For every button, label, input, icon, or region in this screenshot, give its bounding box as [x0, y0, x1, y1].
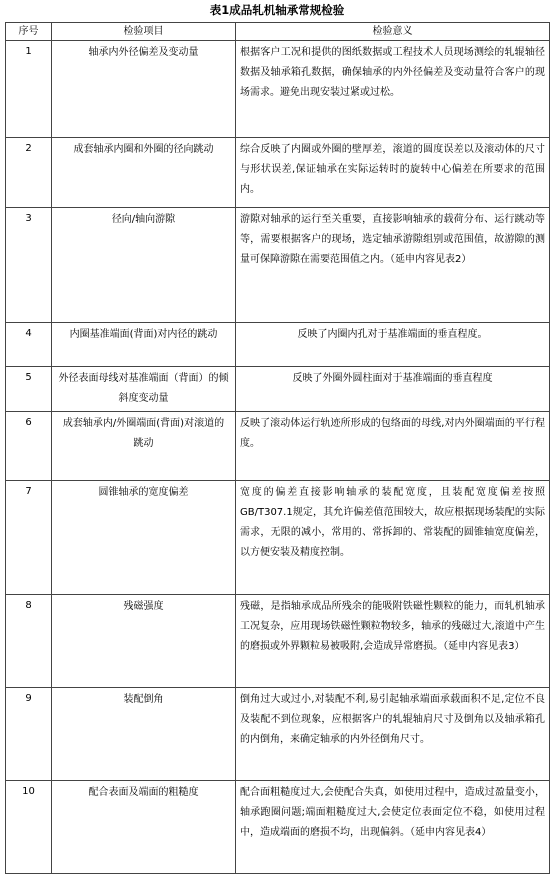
table-row [6, 41, 550, 138]
row-item: 配合表面及端面的粗糙度 [52, 781, 236, 874]
row-meaning: 游隙对轴承的运行至关重要，直接影响轴承的载荷分布、运行跳动等等，需要根据客户的现场，选定轴承游隙组别或范围值，故游隙的测量可保障游隙在需要范围值之内。（延申内容见表2） [236, 208, 550, 323]
row-meaning: 反映了内圈内孔对于基准端面的垂直程度。 [236, 323, 550, 367]
table-row [6, 412, 550, 481]
table-header-row [6, 23, 550, 41]
row-item: 成套轴承内/外圈端面(背面)对滚道的跳动 [52, 412, 236, 481]
header-item: 检验项目 [52, 23, 236, 41]
row-meaning: 残磁，是指轴承成品所残余的能吸附铁磁性颗粒的能力，而轧机轴承工况复杂，应用现场铁磁性颗粒物较多，轴承的残磁过大,滚道中产生的磨损或外界颗粒易被吸附,会造成异常磨损。（延申内容见表3） [236, 595, 550, 688]
row-no: 4 [6, 323, 52, 367]
header-meaning: 检验意义 [236, 23, 550, 41]
row-no: 10 [6, 781, 52, 874]
row-item: 外径表面母线对基准端面（背面）的倾斜度变动量 [52, 367, 236, 412]
row-no: 9 [6, 688, 52, 781]
row-item: 轴承内外径偏差及变动量 [52, 41, 236, 138]
row-item: 圆锥轴承的宽度偏差 [52, 481, 236, 595]
row-no: 5 [6, 367, 52, 412]
row-no: 3 [6, 208, 52, 323]
table-row [6, 481, 550, 595]
row-no: 1 [6, 41, 52, 138]
row-meaning: 反映了滚动体运行轨迹所形成的包络面的母线,对内外圈端面的平行程度。 [236, 412, 550, 481]
row-no: 6 [6, 412, 52, 481]
table-row [6, 367, 550, 412]
table-row [6, 595, 550, 688]
row-no: 2 [6, 138, 52, 208]
row-meaning: 反映了外圈外圆柱面对于基准端面的垂直程度 [236, 367, 550, 412]
row-meaning: 倒角过大或过小,对装配不利,易引起轴承端面承载面积不足,定位不良及装配不到位现象，应根据客户的轧辊轴肩尺寸及倒角以及轴承箱孔的内倒角，来确定轴承的内外径倒角尺寸。 [236, 688, 550, 781]
row-meaning: 根据客户工况和提供的图纸数据或工程技术人员现场测绘的轧辊轴径数据及轴承箱孔数据，确保轴承的内外径偏差及变动量符合客户的现场需求。避免出现安装过紧或过松。 [236, 41, 550, 138]
row-meaning: 宽度的偏差直接影响轴承的装配宽度，且装配宽度偏差按照GB/T307.1规定，其允许偏差值范围较大，故应根据现场装配的实际需求，无限的减小，常用的、常拆卸的、常装配的圆锥轴宽度偏差，以方便安装及精度控制。 [236, 481, 550, 595]
inspection-table [5, 22, 550, 874]
row-item: 内圈基准端面(背面)对内径的跳动 [52, 323, 236, 367]
table-row [6, 781, 550, 874]
row-no: 7 [6, 481, 52, 595]
table-title: 表1成品轧机轴承常规检验 [209, 3, 345, 17]
table-row [6, 208, 550, 323]
row-item: 成套轴承内圈和外圈的径向跳动 [52, 138, 236, 208]
row-meaning: 配合面粗糙度过大,会使配合失真，如使用过程中，造成过盈量变小，轴承跑圈问题;端面粗糙度过大,会使定位表面定位不稳，如使用过程中，造成端面的磨损不均，出现偏斜。（延申内容见表4） [236, 781, 550, 874]
table-row [6, 323, 550, 367]
row-no: 8 [6, 595, 52, 688]
row-meaning: 综合反映了内圈或外圈的壁厚差，滚道的圆度误差以及滚动体的尺寸与形状误差,保证轴承在实际运转时的旋转中心偏差在所要求的范围内。 [236, 138, 550, 208]
row-item: 径向/轴向游隙 [52, 208, 236, 323]
row-item: 残磁强度 [52, 595, 236, 688]
table-row [6, 688, 550, 781]
row-item: 装配倒角 [52, 688, 236, 781]
header-no: 序号 [6, 23, 52, 41]
table-row [6, 138, 550, 208]
